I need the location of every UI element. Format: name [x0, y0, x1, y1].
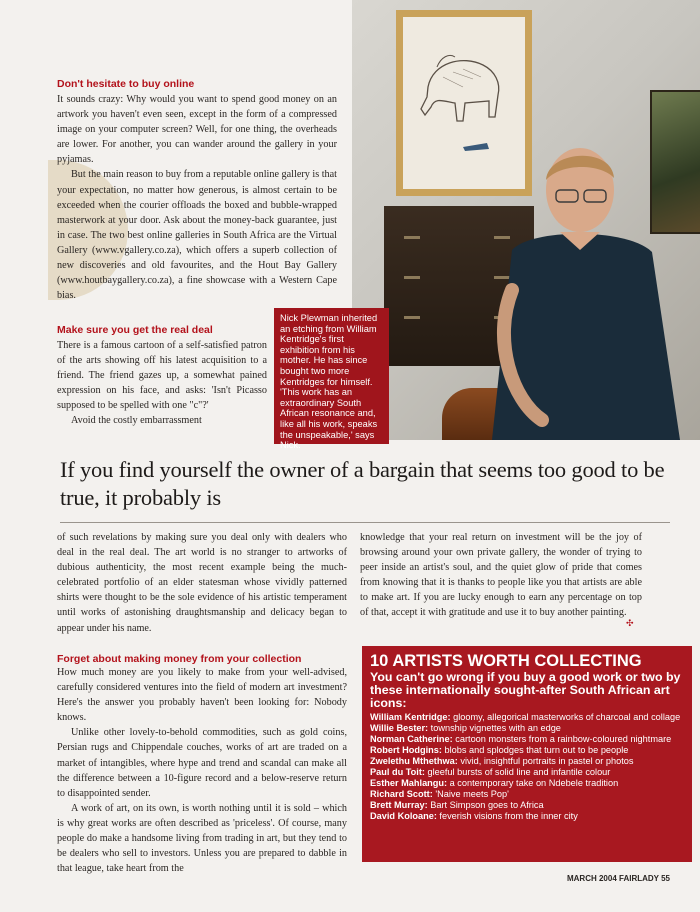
photo-caption: Nick Plewman inherited an etching from William Kentridge's first exhibition from his mother. He has since bought two more Kentridges for himself. 'This work has an extraordinary South African resonance and, like all his work, speaks the unspeakable,' says Nick. [274, 308, 389, 444]
paragraph: A work of art, on its own, is worth nothing until it is sold – which is why great works are often described as 'priceless'. Of course, many people do make a handsome living from trading in art, but they tend to be dealers who sell to investors. Unless you are prepared to dabble in that league, take heart from the [57, 802, 347, 875]
divider [60, 522, 670, 523]
sidebar-intro: You can't go wrong if you buy a good work or two by these internationally sought-after South African art icons: [370, 670, 681, 710]
artist-desc: vivid, insightful portraits in pastel or photos [457, 756, 634, 766]
section-body-real-deal [57, 338, 267, 429]
paragraph: How much money are you likely to make from your well-advised, carefully considered ventures into the field of modern art investment? Here's the answer you probably haven't been looking for: Nobody knows. [57, 667, 347, 724]
artist-desc: 'Naive meets Pop' [432, 789, 509, 799]
continued-column-right [360, 530, 642, 621]
paragraph: of such revelations by making sure you deal only with dealers who deal in the real deal. The art world is no stranger to artworks of dubious authenticity, the most recent example being the much-celebrated portfolio of an elder statesman whose vividly patterned shirts were thought to be the sole evidence of his artistic temperament until works of astonishing draughtsmanship and delicacy began to appear under his name. [57, 532, 347, 634]
artist-desc: feverish visions from the inner city [436, 811, 578, 821]
page-folio [567, 874, 670, 883]
artist-name: Esther Mahlangu: [370, 778, 448, 788]
continued-column-left [57, 530, 347, 636]
paragraph: Avoid the costly embarrassment [71, 415, 202, 427]
list-item [370, 778, 684, 789]
list-item [370, 734, 684, 745]
artist-desc: a contemporary take on Ndebele tradition [447, 778, 619, 788]
artist-name: William Kentridge: [370, 712, 451, 722]
list-item [370, 800, 684, 811]
list-item [370, 767, 684, 778]
artist-name: Paul du Toit: [370, 767, 425, 777]
list-item [370, 811, 684, 822]
artist-list [370, 712, 684, 822]
artist-desc: gleeful bursts of solid line and infantile colour [424, 767, 611, 777]
paragraph: There is a famous cartoon of a self-satisfied patron of the arts showing off his latest acquisition to a friend. The friend gazes up, a somewhat pained expression on his face, and asks: 'Isn't Picasso supposed to be spelled with one "c"?' [57, 340, 267, 412]
artist-name: Robert Hodgins: [370, 745, 442, 755]
paragraph: It sounds crazy: Why would you want to spend good money on an artwork you haven't even seen, except in the form of a compressed image on your computer screen? Well, for one thing, the overheads are lower. For another, you can wander around the gallery in your pyjamas. [57, 94, 337, 166]
list-item [370, 723, 684, 734]
folio-magazine: FAIRLADY [619, 874, 659, 883]
artist-desc: township vignettes with an edge [428, 723, 561, 733]
section-heading-making-money: Forget about making money from your collection [57, 653, 302, 665]
sidebar-title: 10 ARTISTS WORTH COLLECTING [370, 652, 642, 670]
list-item [370, 745, 684, 756]
paragraph: knowledge that your real return on investment will be the joy of browsing around your own private gallery, the wonder of trying to peer inside an artist's soul, and the quiet glow of pride that comes from knowing that it is thanks to people like you that artists are able to make art. If you are lucky enough to earn any percentage on top of that, accept it with gratitude and use it to buy another painting. [360, 532, 642, 619]
list-item [370, 712, 684, 723]
section-body-buy-online [57, 92, 337, 303]
artist-name: Norman Catherine: [370, 734, 453, 744]
paragraph: Unlike other lovely-to-behold commodities, such as gold coins, Persian rugs and Chippendale couches, works of art are traded on a market of intangibles, where hype and trend and scandal can make all the difference between a 10-figure record and a below-reserve return to disappointed sender. [57, 727, 347, 799]
section-heading-buy-online: Don't hesitate to buy online [57, 78, 195, 90]
artists-sidebar [362, 646, 692, 862]
artist-desc: gloomy, allegorical masterworks of charcoal and collage [450, 712, 681, 722]
artist-name: Richard Scott: [370, 789, 433, 799]
folio-page-number: 55 [661, 874, 670, 883]
end-mark-icon: ✣ [626, 618, 634, 628]
artist-name: David Koloane: [370, 811, 437, 821]
artist-name: Willie Bester: [370, 723, 429, 733]
list-item [370, 756, 684, 767]
artist-desc: cartoon monsters from a rainbow-coloured nightmare [452, 734, 672, 744]
artist-desc: Bart Simpson goes to Africa [427, 800, 544, 810]
section-heading-real-deal: Make sure you get the real deal [57, 324, 213, 336]
portrait-photo [352, 0, 700, 440]
folio-date: MARCH 2004 [566, 874, 617, 883]
list-item [370, 789, 684, 800]
section-body-making-money [57, 665, 347, 876]
artist-name: Zwelethu Mthethwa: [370, 756, 458, 766]
artist-name: Brett Murray: [370, 800, 428, 810]
paragraph: But the main reason to buy from a reputable online gallery is that your expectation, no matter how generous, is almost certain to be exceeded when the courier offloads the boxed and bubble-wrapped masterwork at your door. Ask about the money-back guarantee, just in case. The two best online galleries in South Africa are the Virtual Gallery (www.vgallery.co.za), which offers a superb collection of new discoveries and old favourites, and the Hout Bay Gallery (www.houtbaygallery.co.za), a fine showcase with a Western Cape bias. [57, 169, 337, 302]
artist-desc: blobs and splodges that turn out to be people [441, 745, 629, 755]
man-portrait-icon [452, 140, 692, 440]
pull-quote: If you find yourself the owner of a bargain that seems too good to be true, it probably is [60, 457, 665, 510]
